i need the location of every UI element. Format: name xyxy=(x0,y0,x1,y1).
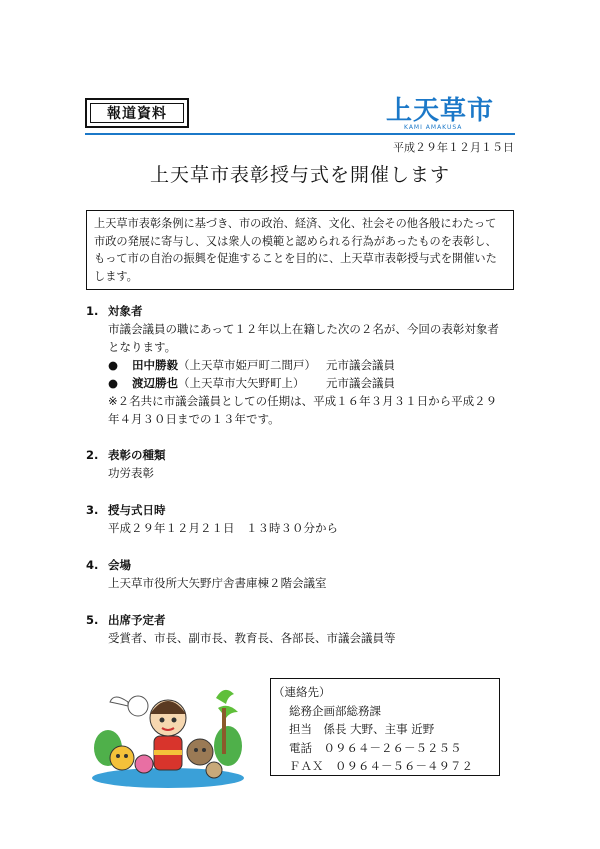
section-heading xyxy=(86,556,327,574)
section-title: 表彰の種類 xyxy=(108,448,166,462)
contact-phone: 電話 ０９６４－２６－５２５５ xyxy=(289,740,462,755)
recipient-name: 渡辺勝也 xyxy=(132,376,178,390)
body-line: 市議会議員の職にあって１２年以上在籍した次の２名が、今回の表彰対象者 xyxy=(108,322,499,336)
section-attendees xyxy=(86,611,396,647)
section-heading xyxy=(86,611,396,629)
section-title: 対象者 xyxy=(108,304,143,318)
header-rule xyxy=(85,133,515,135)
section-number: 1. xyxy=(86,304,99,318)
section-body: 上天草市役所大矢野庁舎書庫棟２階会議室 xyxy=(108,576,327,590)
section-heading xyxy=(86,302,516,320)
section-body xyxy=(86,320,516,428)
section-recipients xyxy=(86,302,516,428)
bullet-icon: ● xyxy=(108,358,119,372)
recipient-role: 元市議会議員 xyxy=(326,376,395,390)
city-logo-text: 上天草市 xyxy=(386,96,495,126)
section-number: 3. xyxy=(86,503,99,517)
recipient-address: （上天草市大矢野町上） xyxy=(178,376,305,390)
section-body: 受賞者、市長、副市長、教育長、各部長、市議会議員等 xyxy=(108,631,396,645)
city-logo-subtext: KAMI AMAKUSA xyxy=(404,124,463,131)
release-date: 平成２９年１２月１５日 xyxy=(393,141,514,154)
section-award-type xyxy=(86,446,166,482)
press-release-badge xyxy=(85,98,189,128)
recipient-role: 元市議会議員 xyxy=(326,358,395,372)
section-datetime xyxy=(86,501,338,537)
contact-box xyxy=(270,678,500,776)
contact-staff: 担当 係長 大野、主事 近野 xyxy=(289,722,435,736)
body-line: となります。 xyxy=(108,340,177,354)
section-number: 4. xyxy=(86,558,99,572)
contact-label: （連絡先） xyxy=(273,685,331,699)
city-logo xyxy=(386,96,516,132)
document-title: 上天草市表彰授与式を開催します xyxy=(149,164,450,186)
intro-box: 上天草市表彰条例に基づき、市の政治、経済、文化、社会その他各般にわたって市政の発展に寄与し、又は衆人の模範と認められる行為があったものを表彰し、もって市の自治の振興を促進することを目的に、上天草市表彰授与式を開催いたします。 xyxy=(86,210,514,290)
press-release-badge-label: 報道資料 xyxy=(90,103,184,123)
section-number: 5. xyxy=(86,613,99,627)
section-body: 功労表彰 xyxy=(108,466,154,480)
section-title: 会場 xyxy=(108,558,131,572)
bullet-icon: ● xyxy=(108,376,119,390)
section-title: 出席予定者 xyxy=(108,613,166,627)
recipient-name: 田中勝毅 xyxy=(132,358,178,372)
section-heading xyxy=(86,446,166,464)
section-title: 授与式日時 xyxy=(108,503,166,517)
section-heading xyxy=(86,501,338,519)
section-body: 平成２９年１２月２１日 １３時３０分から xyxy=(108,521,338,535)
mascot-illustration xyxy=(88,678,248,790)
section-venue xyxy=(86,556,327,592)
contact-department: 総務企画部総務課 xyxy=(289,703,381,718)
note-line: 年４月３０日までの１３年です。 xyxy=(108,412,280,426)
section-number: 2. xyxy=(86,448,99,462)
recipient-item xyxy=(108,356,516,374)
recipient-address: （上天草市姫戸町二間戸） xyxy=(178,358,316,372)
note-line: ※２名共に市議会議員としての任期は、平成１６年３月３１日から平成２９ xyxy=(108,394,498,408)
recipient-item xyxy=(108,374,516,392)
contact-fax: ＦＡＸ ０９６４－５６－４９７２ xyxy=(289,759,473,773)
